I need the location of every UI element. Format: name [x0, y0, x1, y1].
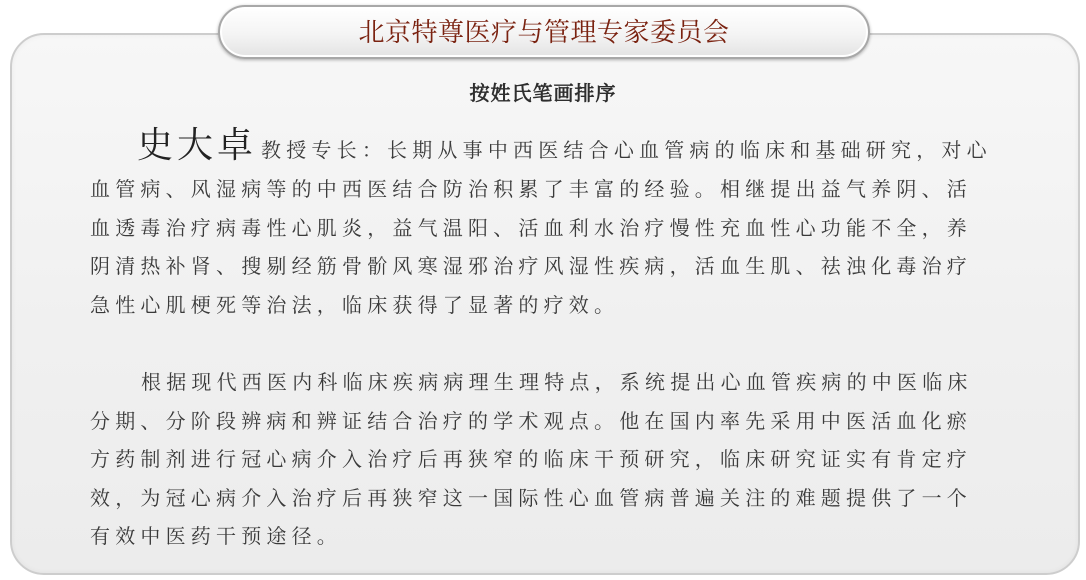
- bio-line: 方药制剂进行冠心病介入治疗后再狭窄的临床干预研究，临床研究证实有肯定疗: [90, 447, 972, 472]
- bio-line: 急性心肌梗死等治法，临床获得了显著的疗效。: [90, 292, 620, 317]
- bio-line: [90, 122, 992, 170]
- bio-line: 血管病、风湿病等的中西医结合防治积累了丰富的经验。相继提出益气养阴、活: [90, 177, 972, 201]
- bio-paragraph-1: [90, 122, 992, 324]
- bio-line: 效，为冠心病介入治疗后再狭窄这一国际性心血管病普遍关注的难题提供了一个: [90, 485, 972, 510]
- bio-line: 根据现代西医内科临床疾病病理生理特点，系统提出心血管疾病的中医临床: [141, 370, 973, 394]
- bio-line: 分期、分阶段辨病和辨证结合治疗的学术观点。他在国内率先采用中医活血化瘀: [90, 408, 972, 433]
- title-banner: [218, 5, 870, 59]
- page-title: 北京特尊医疗与管理专家委员会: [358, 17, 730, 47]
- expert-name: 史大卓: [137, 125, 258, 166]
- bio-line: 有效中医药干预途径。: [90, 524, 342, 549]
- bio-line: 血透毒治疗病毒性心肌炎，益气温阳、活血利水治疗慢性充血性心功能不全，养: [90, 215, 972, 240]
- sort-order-note: 按姓氏笔画排序: [469, 81, 617, 105]
- bio-line: 阴清热补肾、搜剔经筋骨骱风寒湿邪治疗风湿性疾病，活血生肌、祛浊化毒治疗: [90, 254, 972, 279]
- bio-line-text: 教授专长：长期从事中西医结合心血管病的临床和基础研究，对心: [261, 138, 992, 162]
- bio-paragraph-2: [90, 363, 973, 556]
